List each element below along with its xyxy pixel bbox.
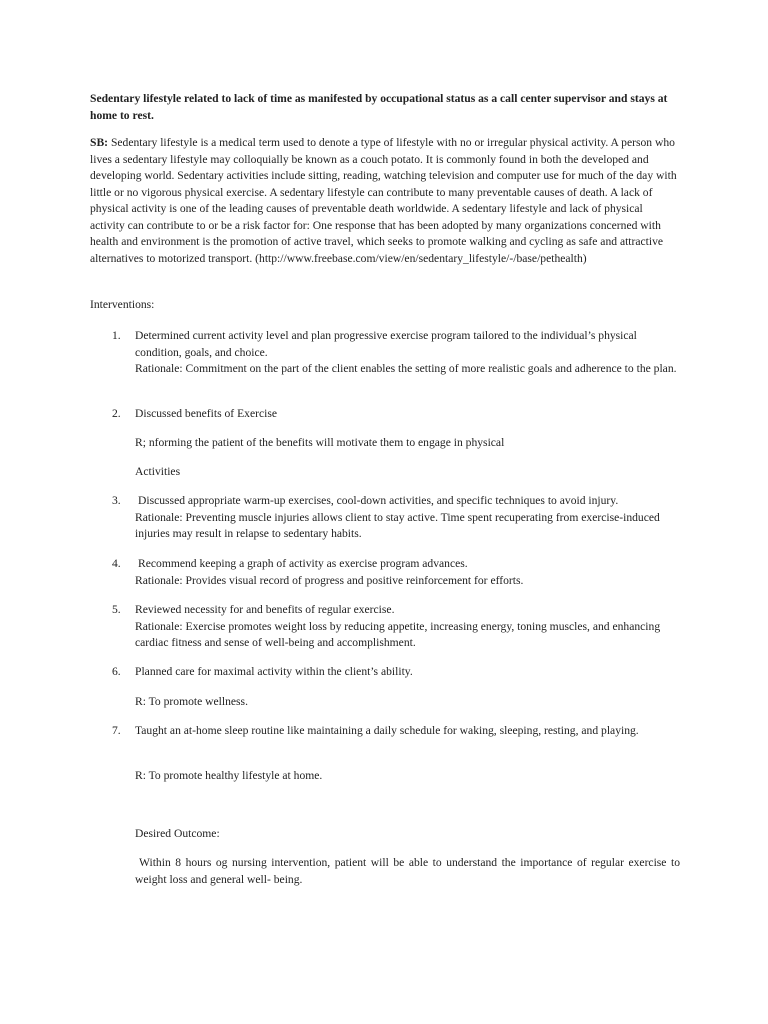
item-rationale: Rationale: Exercise promotes weight loss by reducing appetite, increasing energy, toning muscles, and enhancing cardiac fitness and sense of well-being and accomplishment.: [135, 619, 661, 649]
item-text: Discussed appropriate warm-up exercises, cool-down activities, and specific techniques to avoid injury.: [138, 494, 619, 507]
item-rationale: R; nforming the patient of the benefits will motivate them to engage in physical: [135, 436, 505, 449]
sb-paragraph: [90, 135, 680, 267]
sb-text: Sedentary lifestyle is a medical term used to denote a type of lifestyle with no or irregular physical activity. A person who lives a sedentary lifestyle may colloquially be known as a couch potato. It is commonly found in both the developed and developing world. Sedentary activities include sitting, reading, watching television and computer use for much of the day with little or no vigorous physical exercise. A sedentary lifestyle can contribute to many preventable causes of death. A lack of physical activity is one of the leading causes of preventable death worldwide. A sedentary lifestyle and lack of physical activity can contribute to or be a risk factor for: One response that has been adopted by many organizations concerned with health and environment is the promotion of active travel, which seeks to promote walking and cycling as safe and attractive alternatives to motorized transport. (http://www.freebase.com/view/en/sedentary_lifestyle/-/base/pethealth): [90, 136, 677, 265]
item-rationale: Rationale: Commitment on the part of the client enables the setting of more realistic goals and adherence to the plan.: [135, 362, 677, 375]
item-number: 1.: [112, 329, 121, 342]
desired-outcome-label: Desired Outcome:: [135, 827, 220, 840]
item-number: 6.: [112, 665, 121, 678]
item-number: 7.: [112, 724, 121, 737]
item-text: Taught an at-home sleep routine like maintaining a daily schedule for waking, sleeping, resting, and playing.: [135, 724, 639, 737]
item-rationale: Rationale: Preventing muscle injuries allows client to stay active. Time spent recuperating from exercise-induced injuries may result in relapse to sedentary habits.: [135, 510, 660, 540]
item-rationale: R: To promote wellness.: [135, 695, 248, 708]
interventions-heading: Interventions:: [90, 298, 155, 311]
item-text: Determined current activity level and plan progressive exercise program tailored to the individual’s physical condition, goals, and choice.: [135, 329, 637, 359]
item-rationale: Rationale: Provides visual record of progress and positive reinforcement for efforts.: [135, 573, 524, 587]
item-text: Reviewed necessity for and benefits of regular exercise.: [135, 603, 395, 616]
item-number: 2.: [112, 407, 121, 420]
item-number: 3.: [112, 494, 121, 507]
item-text: Discussed benefits of Exercise: [135, 407, 277, 420]
item-text: Recommend keeping a graph of activity as exercise program advances.: [138, 557, 468, 570]
item-number: 4.: [112, 557, 121, 570]
item-extra: Activities: [135, 465, 181, 478]
desired-outcome-text: Within 8 hours og nursing intervention, patient will be able to understand the importance of regular exercise to weight loss and general well- being.: [135, 856, 680, 886]
item-text: Planned care for maximal activity within the client’s ability.: [135, 665, 413, 678]
item-rationale: R: To promote healthy lifestyle at home.: [135, 769, 323, 782]
sb-label: SB:: [90, 136, 109, 149]
item-number: 5.: [112, 603, 121, 616]
document-title: Sedentary lifestyle related to lack of time as manifested by occupational status as a call center supervisor and stays at home to rest.: [90, 92, 668, 122]
